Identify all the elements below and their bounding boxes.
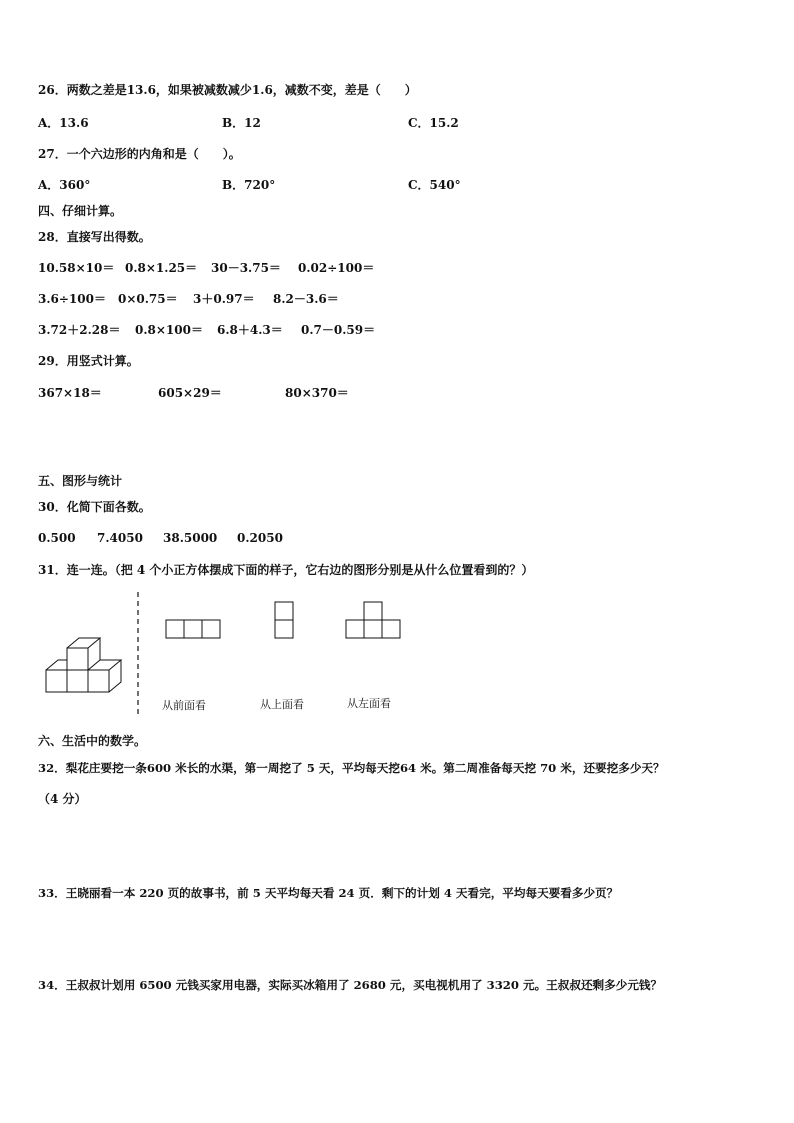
calc-item: 3.72＋2.28＝ — [38, 323, 121, 337]
question-32-score: （4 分） — [38, 792, 87, 806]
section-5-heading: 五、图形与统计 — [38, 474, 123, 488]
caption-left-view: 从左面看 — [347, 697, 391, 710]
question-30: 30．化简下面各数。 — [38, 500, 151, 514]
section-4-heading: 四、仔细计算。 — [38, 204, 123, 218]
q27-option-b: B．720° — [222, 178, 276, 192]
calc-item: 3＋0.97＝ — [193, 292, 255, 306]
q26-option-c: C．15.2 — [408, 116, 459, 130]
calc-item: 0×0.75＝ — [118, 292, 178, 306]
caption-top-view: 从上面看 — [260, 698, 304, 711]
question-32: 32．梨花庄要挖一条600 米长的水渠，第一周挖了 5 天，平均每天挖64 米。第二周准备每天挖 70 米，还要挖多少天？ — [38, 761, 665, 775]
vertical-calc-item: 80×370＝ — [285, 386, 349, 400]
calc-item: 0.8×100＝ — [135, 323, 203, 337]
caption-front-view: 从前面看 — [162, 699, 206, 712]
q26-option-b: B．12 — [222, 116, 261, 130]
calc-item: 8.2－3.6＝ — [273, 292, 339, 306]
calc-item: 3.6÷100＝ — [38, 292, 106, 306]
q27-option-c: C．540° — [408, 178, 461, 192]
decimal-item: 7.4050 — [97, 531, 143, 545]
calc-item: 0.7－0.59＝ — [301, 323, 376, 337]
question-31: 31．连一连。（把 4 个小正方体摆成下面的样子，它右边的图形分别是从什么位置看到的？） — [38, 563, 534, 577]
question-29: 29．用竖式计算。 — [38, 354, 139, 368]
q26-option-a: A．13.6 — [38, 116, 89, 130]
vertical-calc-item: 367×18＝ — [38, 386, 102, 400]
top-view-shape — [274, 601, 296, 641]
calc-item: 0.8×1.25＝ — [125, 261, 198, 275]
dashed-divider — [136, 592, 140, 714]
question-33: 33．王晓丽看一本 220 页的故事书，前 5 天平均每天看 24 页．剩下的计划 4 天看完，平均每天要看多少页？ — [38, 886, 619, 900]
decimal-item: 38.5000 — [163, 531, 218, 545]
question-34: 34．王叔叔计划用 6500 元钱买家用电器，实际买冰箱用了 2680 元，买电视机用了 3320 元。王叔叔还剩多少元钱？ — [38, 978, 663, 992]
question-28: 28．直接写出得数。 — [38, 230, 151, 244]
q27-option-a: A．360° — [38, 178, 91, 192]
decimal-item: 0.500 — [38, 531, 76, 545]
question-26: 26．两数之差是13.6，如果被减数减少1.6，减数不变，差是（ ） — [38, 83, 417, 97]
front-view-shape — [165, 619, 223, 641]
vertical-calc-item: 605×29＝ — [158, 386, 222, 400]
calc-item: 10.58×10＝ — [38, 261, 115, 275]
section-6-heading: 六、生活中的数学。 — [38, 734, 147, 748]
calc-item: 30－3.75＝ — [211, 261, 281, 275]
left-view-shape — [345, 601, 403, 641]
question-27: 27．一个六边形的内角和是（ ）。 — [38, 147, 241, 161]
cube-stack-figure — [40, 632, 130, 698]
calc-item: 6.8＋4.3＝ — [217, 323, 283, 337]
calc-item: 0.02÷100＝ — [298, 261, 375, 275]
decimal-item: 0.2050 — [237, 531, 283, 545]
